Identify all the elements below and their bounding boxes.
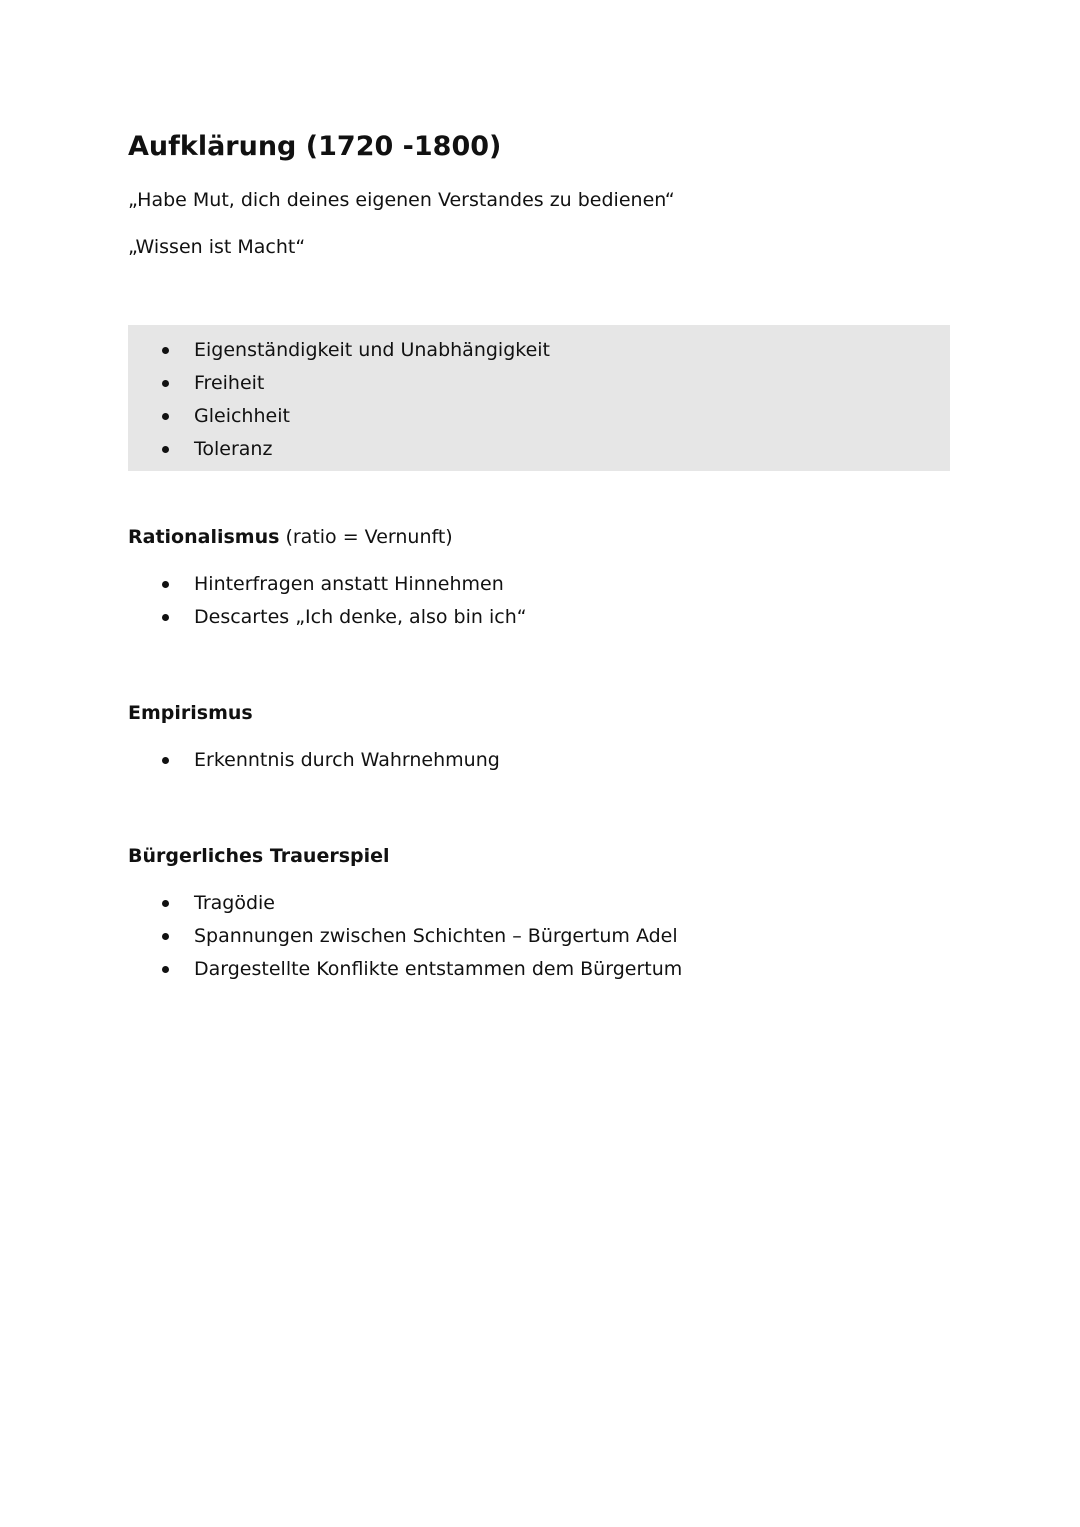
values-list bbox=[128, 334, 550, 466]
rationalismus-list bbox=[128, 568, 527, 634]
quote-bacon: „Wissen ist Macht“ bbox=[128, 236, 306, 258]
quote-kant: „Habe Mut, dich deines eigenen Verstandes zu bedienen“ bbox=[128, 189, 675, 211]
section-heading-rationalismus bbox=[128, 525, 453, 549]
values-box bbox=[128, 325, 950, 471]
section-heading-label: Bürgerliches Trauerspiel bbox=[128, 845, 390, 867]
list-item: Toleranz bbox=[128, 433, 550, 466]
list-item: Hinterfragen anstatt Hinnehmen bbox=[128, 568, 527, 601]
page-title: Aufklärung (1720 -1800) bbox=[128, 131, 502, 162]
section-heading-label: Rationalismus bbox=[128, 526, 280, 548]
trauerspiel-list bbox=[128, 887, 682, 986]
list-item: Eigenständigkeit und Unabhängigkeit bbox=[128, 334, 550, 367]
list-item: Erkenntnis durch Wahrnehmung bbox=[128, 744, 500, 777]
list-item: Spannungen zwischen Schichten – Bürgertum Adel bbox=[128, 920, 682, 953]
section-heading-empirismus bbox=[128, 701, 253, 725]
list-item: Tragödie bbox=[128, 887, 682, 920]
section-heading-label: Empirismus bbox=[128, 702, 253, 724]
list-item: Freiheit bbox=[128, 367, 550, 400]
list-item: Gleichheit bbox=[128, 400, 550, 433]
list-item: Dargestellte Konflikte entstammen dem Bürgertum bbox=[128, 953, 682, 986]
empirismus-list bbox=[128, 744, 500, 777]
section-heading-buergerliches-trauerspiel bbox=[128, 844, 390, 868]
section-heading-suffix: (ratio = Vernunft) bbox=[279, 526, 453, 548]
list-item: Descartes „Ich denke, also bin ich“ bbox=[128, 601, 527, 634]
